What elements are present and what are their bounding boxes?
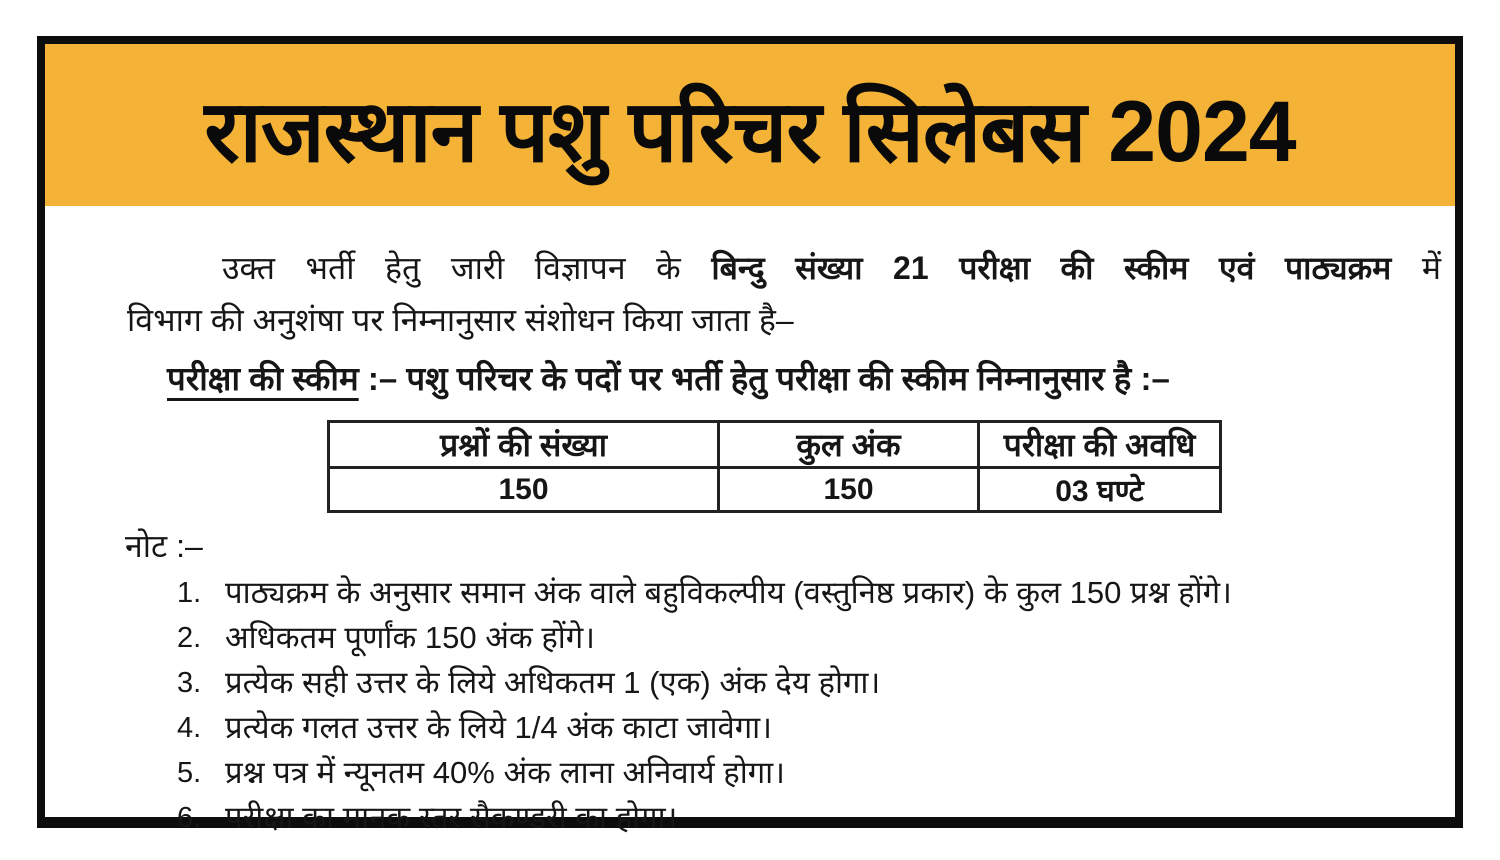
notes-label: नोट :–	[125, 528, 203, 564]
list-item-number: 6.	[177, 802, 202, 834]
list-item-text: प्रत्येक सही उत्तर के लिये अधिकतम 1 (एक) अंक देय होगा।	[225, 665, 881, 700]
list-item	[177, 751, 1441, 795]
table-cell-questions: 150	[329, 468, 719, 512]
table-header-questions: प्रश्नों की संख्या	[329, 422, 719, 468]
list-item-number: 2.	[177, 622, 202, 654]
table-cell-duration: 03 घण्टे	[979, 468, 1221, 512]
exam-scheme-heading-underlined: परीक्षा की स्कीम	[167, 360, 359, 397]
list-item-number: 5.	[177, 757, 202, 789]
intro-text-bold: बिन्दु संख्या 21 परीक्षा की स्कीम एवं पाठ्यक्रम	[711, 250, 1392, 286]
title-banner	[45, 44, 1455, 206]
table-header-row	[329, 422, 1221, 468]
exam-scheme-heading	[167, 352, 1441, 406]
exam-scheme-table	[327, 420, 1222, 513]
list-item-text: अधिकतम पूर्णांक 150 अंक होंगे।	[225, 620, 596, 655]
document-frame	[37, 36, 1463, 835]
table-row	[329, 468, 1221, 512]
list-item	[177, 661, 1441, 705]
list-item-text: प्रश्न पत्र में न्यूनतम 40% अंक लाना अनिवार्य होगा।	[225, 755, 785, 790]
exam-scheme-heading-separator: :–	[367, 360, 398, 397]
list-item-number: 4.	[177, 712, 202, 744]
intro-text-end: में	[1421, 250, 1442, 286]
list-item-text: प्रत्येक गलत उत्तर के लिये 1/4 अंक काटा जावेगा।	[225, 710, 772, 745]
list-item	[177, 796, 1441, 840]
intro-text-start: उक्त भर्ती हेतु जारी विज्ञापन के	[222, 250, 681, 286]
intro-paragraph-line1	[127, 242, 1441, 294]
table-header-duration: परीक्षा की अवधि	[979, 422, 1221, 468]
table-header-total-marks: कुल अंक	[719, 422, 979, 468]
list-item	[177, 616, 1441, 660]
notes-list	[127, 571, 1441, 840]
list-item-number: 1.	[177, 577, 202, 609]
list-item	[177, 571, 1441, 615]
table-cell-total-marks: 150	[719, 468, 979, 512]
list-item-text: परीक्षा का मानक स्तर सैकण्डरी का होगा।	[225, 800, 678, 835]
list-item-text: पाठ्यक्रम के अनुसार समान अंक वाले बहुविकल्पीय (वस्तुनिष्ठ प्रकार) के कुल 150 प्रश्न होंगे।	[225, 575, 1232, 610]
intro-paragraph-line2: विभाग की अनुशंषा पर निम्नानुसार संशोधन किया जाता है–	[127, 302, 794, 338]
exam-scheme-heading-rest: पशु परिचर के पदों पर भर्ती हेतु परीक्षा की स्कीम निम्नानुसार है :–	[406, 360, 1170, 397]
list-item	[177, 706, 1441, 750]
list-item-number: 3.	[177, 667, 202, 699]
page-title: राजस्थान पशु परिचर सिलेबस 2024	[204, 83, 1296, 180]
document-body	[45, 206, 1455, 840]
